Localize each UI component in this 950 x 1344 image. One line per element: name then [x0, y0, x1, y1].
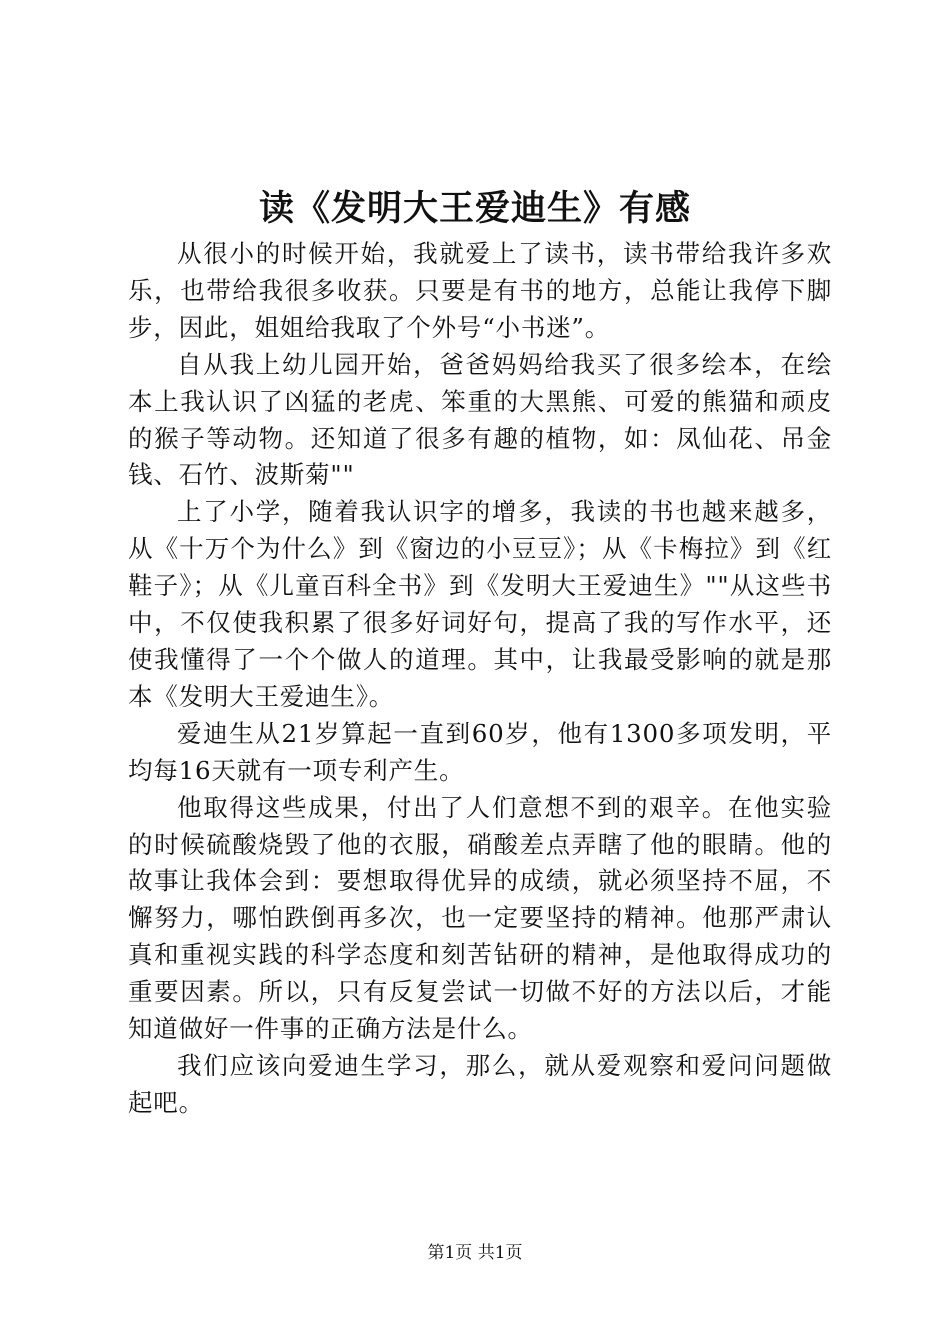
paragraph-1: 从很小的时候开始，我就爱上了读书，读书带给我许多欢乐，也带给我很多收获。只要是有书的地方，总能让我停下脚步，因此，姐姐给我取了个外号“小书迷”。 [128, 239, 832, 342]
document-title: 读《发明大王爱迪生》有感 [258, 188, 691, 229]
paragraph-2: 自从我上幼儿园开始，爸爸妈妈给我买了很多绘本，在绘本上我认识了凶猛的老虎、笨重的大黑熊、可爱的熊猫和顽皮的猴子等动物。还知道了很多有趣的植物，如：凤仙花、吊金钱、石竹、波斯菊"" [128, 349, 832, 490]
paragraph-5: 他取得这些成果，付出了人们意想不到的艰辛。在他实验的时候硫酸烧毁了他的衣服，硝酸差点弄瞎了他的眼睛。他的故事让我体会到：要想取得优异的成绩，就必须坚持不屈，不懈努力，哪怕跌倒再多次，也一定要坚持的精神。他那严肃认真和重视实践的科学态度和刻苦钻研的精神，是他取得成功的重要因素。所以，只有反复尝试一切做不好的方法以后，才能知道做好一件事的正确方法是什么。 [128, 792, 832, 1044]
page-number-footer: 第1页 共1页 [427, 1243, 523, 1263]
paragraph-6: 我们应该向爱迪生学习，那么，就从爱观察和爱问问题做起吧。 [128, 1050, 832, 1117]
paragraph-3: 上了小学，随着我认识字的增多，我读的书也越来越多，从《十万个为什么》到《窗边的小豆豆》；从《卡梅拉》到《红鞋子》；从《儿童百科全书》到《发明大王爱迪生》""从这些书中，不仅使我积累了很多好词好句，提高了我的写作水平，还使我懂得了一个个做人的道理。其中，让我最受影响的就是那本《发明大王爱迪生》。 [128, 497, 832, 711]
document-body [128, 236, 832, 1122]
paragraph-4: 爱迪生从21岁算起一直到60岁，他有1300多项发明，平均每16天就有一项专利产生。 [128, 718, 832, 785]
